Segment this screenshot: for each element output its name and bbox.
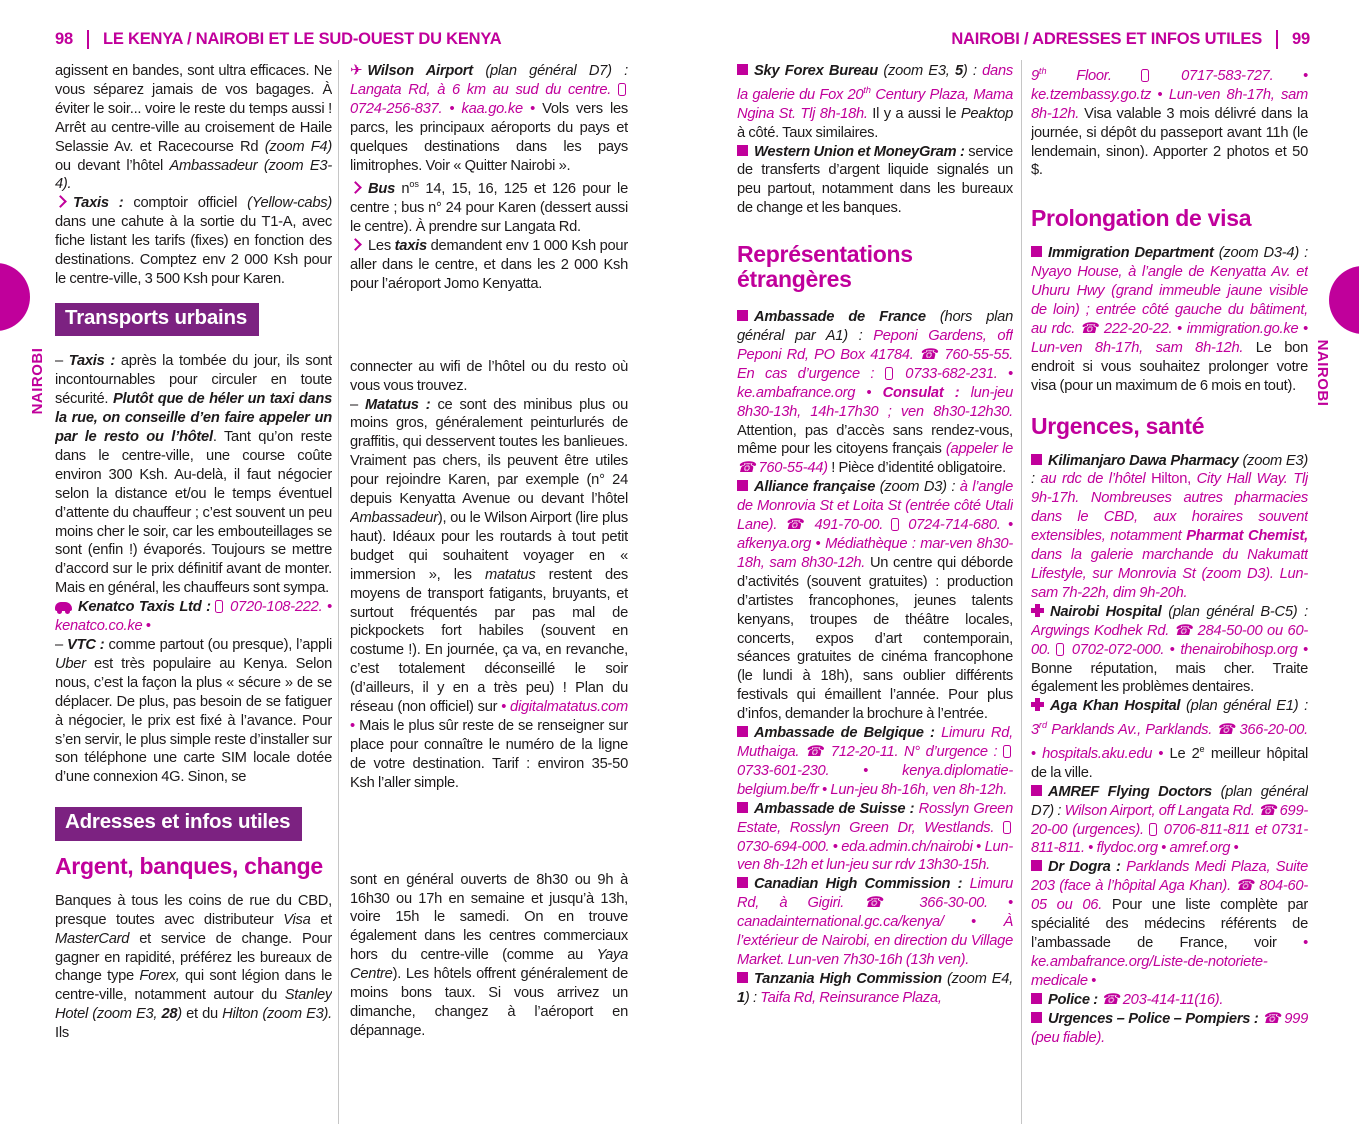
thumb-tab-circle-right (1329, 266, 1359, 334)
mobile-icon (215, 600, 223, 613)
page-98-column-1 (55, 62, 332, 1130)
square-icon (737, 480, 748, 491)
square-icon (1031, 454, 1042, 465)
paragraph: Les taxis demandent env 1 000 Ksh pour aller dans le centre, et dans les 2 000 Ksh pour l’aéroport Jomo Kenyatta. (350, 238, 628, 292)
mobile-icon (885, 367, 893, 380)
paragraph: Police : ☎ 203-414-11(16). (1031, 991, 1308, 1010)
paragraph: Banques à tous les coins de rue du CBD, presque toutes avec distributeur Visa et MasterCard et service de change. Pour gagner en rapidité, préférez les bureaux de change type Forex, qui sont légion dans le centre-ville, notamment autour du Stanley Hotel (zoom E3, 28) et du Hilton (zoom E3). Ils (55, 892, 332, 1042)
paragraph: – Taxis : après la tombée du jour, ils sont incontournables pour circuler en toute sécurité. Plutôt que de héler un taxi dans la rue, on conseille d’en faire appeler un par le resto ou l’hôtel. Tant qu’on reste dans le centre-ville, une course coûte environ 300 Ksh. Au-delà, il faut négocier selon la distance et/ou le temps éventuel d’attente du chauffeur ; c’est souvent un peu moins cher le soir, car les embouteillages se sont (enfin !) évaporés. Toujours se mettre d’accord sur le prix définitif avant de monter. Mais en général, les chauffeurs sont sympa. (55, 353, 332, 597)
column-rule (1021, 60, 1022, 1124)
arrow-icon (55, 195, 67, 208)
paragraph: Ambassade de France (hors plan général par A1) : Peponi Gardens, off Peponi Rd, PO Box 41784. ☎ 760-55-55. En cas d’urgence : 0733-682-231. • ke.ambafrance.org • Consulat : lun-jeu 8h30-13h, 14h-17h30 ; ven 8h30-12h30. Attention, pas d’accès sans rendez-vous, même pour les citoyens français (appeler le ☎ 760-55-44) ! Pièce d’identité obligatoire. (737, 309, 1013, 477)
section-title-visa: Prolongation de visa (1031, 205, 1252, 232)
paragraph: connecter au wifi de l’hôtel ou du resto où vous vous trouvez. (350, 358, 628, 394)
thumb-tab-label-right: NAIROBI (1314, 339, 1331, 407)
section-title-argent: Argent, banques, change (55, 852, 323, 879)
paragraph: agissent en bandes, sont ultra efficaces. Ne vous séparez jamais de vos bagages. À éviter le soir... voire le reste du temps aussi ! Arrêt au centre-ville au croisement de Haile Selassie Av. et Racecourse Rd (zoom F4) ou devant l’hôtel Ambassadeur (zoom E3-4). (55, 63, 332, 193)
section-bar-transports: Transports urbains (55, 303, 259, 337)
square-icon (737, 972, 748, 983)
running-head-right (951, 30, 1310, 49)
mobile-icon (1003, 821, 1011, 834)
paragraph: – VTC : comme partout (ou presque), l’appli Uber est très populaire au Kenya. Selon nous, c’est la façon la plus « sécure » de se déplacer. De plus, pas besoin de se fatiguer à négocier, le prix est fixé à l’avance. Pour s’en servir, le plus simple reste d’installer sur son téléphone une carte SIM locale dotée d’une connexion 4G. Sinon, se (55, 637, 332, 786)
paragraph: Kenatco Taxis Ltd : 0720-108-222. • kenatco.co.ke • (55, 599, 332, 635)
car-icon (55, 602, 72, 611)
spacer (350, 294, 628, 358)
paragraph: Alliance française (zoom D3) : à l’angle de Monrovia St et Loita St (entrée côté Utali Lane). ☎ 491-70-00. 0724-714-680. • afkenya.org • Médiathèque : mar-ven 8h30-18h, sam 8h30-12h. Un centre qui déborde d’activités (souvent gratuites) : production d’artistes francophones, jeunes talents kenyans, troupes de théâtre locales, concerts, expos d’art contemporain, séances gratuites de cinéma francophone (le lundi à 18h), sans oublier différents festivals qui émaillent l’année. Pour plus d’infos, demander la brochure à l’entrée. (737, 479, 1013, 723)
page-number-left: 98 (55, 30, 73, 48)
paragraph: – Matatus : ce sont des minibus plus ou moins gros, généralement peinturlurés de graffitis, qui desservent toutes les banlieues. Vraiment pas chers, ils peuvent être utiles pour rejoindre Karen, par exemple (n° 24 depuis Kenyatta Avenue ou devant l’hôtel Ambassadeur), ou le Wilson Airport (lire plus haut). Idéaux pour les routards à tout petit budget qui souhaitent voyager en « immersion », les matatus restent des moyens de transport fatigants, bruyants, et surtout fréquentés par pas mal de pickpockets fort habiles (souvent en costume !). En journée, ça va, en revanche, c’est totalement déconseillé le soir (d’ailleurs, il y en a très peu) ! Plan du réseau (non officiel) sur • digitalmatatus.com • Mais le plus sûr reste de se renseigner sur place pour connaître le numéro de la ligne de votre destination. Tarif : environ 35-50 Ksh l’aller simple. (350, 396, 628, 791)
square-icon (737, 145, 748, 156)
square-icon (737, 310, 748, 321)
paragraph: Urgences – Police – Pompiers : ☎ 999 (peu fiable). (1031, 1010, 1308, 1046)
square-icon (737, 726, 748, 737)
square-icon (1031, 1012, 1042, 1023)
page-99-column-1 (737, 62, 1013, 1130)
cross-icon (1031, 698, 1044, 711)
paragraph: ✈Wilson Airport (plan général D7) : Langata Rd, à 6 km au sud du centre. 0724-256-837. • kaa.go.ke • Vols vers les parcs, les principaux aéroports du pays et quelques destinations dans les pays limitrophes. Voir « Quitter Nairobi ». (350, 62, 628, 175)
arrow-icon (350, 238, 362, 251)
page-header-right: NAIROBI / ADRESSES ET INFOS UTILES (951, 30, 1263, 48)
square-icon (737, 802, 748, 813)
paragraph: Canadian High Commission : Limuru Rd, à Gigiri. ☎ 366-30-00. • canadainternational.gc.ca/kenya/ • À l’extérieur de Nairobi, en direction du Village Market. Lun-ven 7h30-16h (13h ven). (737, 876, 1013, 968)
paragraph: AMREF Flying Doctors (plan général D7) : Wilson Airport, off Langata Rd. ☎ 699-20-00 (urgences). 0706-811-811 et 0731-811-811. • flydoc.org • amref.org • (1031, 783, 1308, 857)
paragraph: Aga Khan Hospital (plan général E1) : 3rd Parklands Av., Parklands. ☎ 366-20-00. • hospitals.aku.edu • Le 2e meilleur hôpital de la ville. (1031, 698, 1308, 781)
paragraph: sont en général ouverts de 8h30 ou 9h à 16h30 ou 17h en semaine et jusqu’à 13h, voire 15h le samedi. On en trouve également dans les centres commerciaux hors du centre-ville (comme au Yaya Centre). Les hôtels offrent généralement de moins bons taux. Si vous arrivez un dimanche, changez à l’aéroport en dépannage. (350, 871, 628, 1039)
page-99-column-2 (1031, 62, 1308, 1130)
page-header-left: LE KENYA / NAIROBI ET LE SUD-OUEST DU KENYA (102, 30, 502, 48)
paragraph: Ambassade de Suisse : Rosslyn Green Estate, Rosslyn Green Dr, Westlands. 0730-694-000. • eda.admin.ch/nairobi • Lun-ven 8h-12h et lun-jeu sur rdv 13h30-15h. (737, 800, 1013, 874)
paragraph: Kilimanjaro Dawa Pharmacy (zoom E3) : au rdc de l’hôtel Hilton, City Hall Way. Tlj 9h-17h. Nombreuses autres pharmacies dans le CBD, aux horaires souvent extensibles, notamment Pharmat Chemist, dans la galerie marchande du Nakumatt Lifestyle, sur Monrovia St (zoom D3). Lun-sam 7h-22h, dim 9h-20h. (1031, 452, 1308, 601)
mobile-icon (1149, 823, 1157, 836)
running-head-left (55, 30, 501, 49)
section-bar-adresses: Adresses et infos utiles (55, 807, 302, 841)
section-title-representations: Représentations étrangères (737, 241, 913, 293)
paragraph: Western Union et MoneyGram : service de transferts d’argent liquide signalés un peu partout, notamment dans les bureaux de change et les banques. (737, 143, 1013, 217)
mobile-icon (891, 518, 899, 531)
arrow-icon (350, 181, 362, 194)
section-title-urgences: Urgences, santé (1031, 412, 1205, 439)
square-icon (1031, 860, 1042, 871)
square-icon (1031, 993, 1042, 1004)
header-divider (1276, 30, 1278, 49)
paragraph: Dr Dogra : Parklands Medi Plaza, Suite 203 (face à l’hôpital Aga Khan). ☎ 804-60-05 ou 06. Pour une liste complète par spécialité des médecins référents de l’ambassade de France, voir • ke.ambafrance.org/Liste-de-notoriete-medicale • (1031, 859, 1308, 989)
paragraph: Sky Forex Bureau (zoom E3, 5) : dans la galerie du Fox 20th Century Plaza, Mama Ngina St. Tlj 8h-18h. Il y a aussi le Peaktop à côté. Taux similaires. (737, 63, 1013, 141)
paragraph: Bus $n^{os}$ 14, 15, 16, 125 et 126 pour le centre ; bus n° 24 pour Karen (dessert aussi le centre). À prendre sur Langata Rd. (350, 179, 628, 236)
column-rule (338, 60, 339, 1124)
page-number-right: 99 (1292, 30, 1310, 48)
square-icon (1031, 785, 1042, 796)
paragraph: Immigration Department (zoom D3-4) : Nyayo House, à l’angle de Kenyatta Av. et Uhuru Hwy (grand immeuble jaune visible de loin) ; entrée côté gauche du bâtiment, au rdc. ☎ 222-20-22. • immigration.go.ke • Lun-ven 8h-17h, sam 8h-12h. Le bon endroit si vous souhaitez prolonger votre visa (pour un maximum de 6 mois en tout). (1031, 245, 1308, 394)
paragraph: Nairobi Hospital (plan général B-C5) : Argwings Kodhek Rd. ☎ 284-50-00 ou 60-00. 0702-072-000. • thenairobihosp.org • Bonne réputation, mais cher. Traite également les problèmes dentaires. (1031, 603, 1308, 696)
mobile-icon (1141, 69, 1149, 82)
square-icon (1031, 246, 1042, 257)
header-divider (87, 30, 89, 49)
square-icon (737, 64, 748, 75)
paragraph: Ambassade de Belgique : Limuru Rd, Muthaiga. ☎ 712-20-11. N° d’urgence : 0733-601-230. • kenya.diplomatie-belgium.be/fr • Lun-jeu 8h-16h, ven 8h-12h. (737, 725, 1013, 798)
cross-icon (1031, 604, 1044, 617)
mobile-icon (1056, 643, 1064, 656)
mobile-icon (1003, 745, 1011, 758)
mobile-icon (618, 83, 626, 96)
thumb-tab-label-left: NAIROBI (29, 347, 46, 415)
paragraph: Tanzania High Commission (zoom E4, 1) : Taifa Rd, Reinsurance Plaza, (737, 970, 1013, 1006)
square-icon (737, 877, 748, 888)
paragraph: Taxis : comptoir officiel (Yellow-cabs) dans une cahute à la sortie du T1-A, avec fiche listant les tarifs (fixes) en fonction des destinations. Comptez env 2 000 Ksh pour le centre-ville, 3 500 Ksh pour Karen. (55, 195, 332, 287)
plane-icon (350, 62, 367, 81)
spacer (350, 793, 628, 871)
thumb-tab-circle-left (0, 263, 30, 331)
paragraph: 9th Floor. 0717-583-727. • ke.tzembassy.go.tz • Lun-ven 8h-17h, sam 8h-12h. Visa valable 3 mois délivré dans la journée, si dépôt du passeport avant 11h (le lendemain, sinon). Apporter 2 photos et 50 $. (1031, 66, 1308, 179)
page-98-column-2 (350, 62, 628, 1130)
